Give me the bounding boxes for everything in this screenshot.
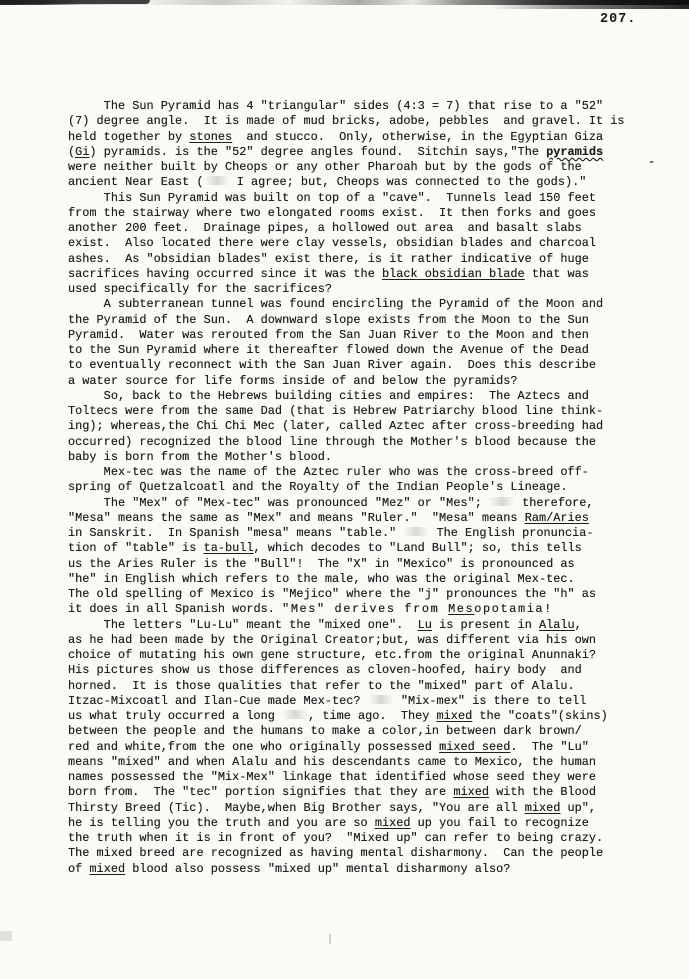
- paragraph: [68, 389, 648, 465]
- text-line: choice of mutating his own gene structure, etc.from the original Anunnaki?: [68, 648, 597, 662]
- text-line: The Sun Pyramid has 4 "triangular" sides (4:3 = 7) that rise to a "52": [68, 99, 604, 113]
- text-line: us the Aries Ruler is the "Bull"! The "X" in "Mexico" is pronounced as: [68, 556, 575, 571]
- text-line: horned. It is those qualities that refer to the "mixed" part of Alalu.: [68, 678, 575, 693]
- text-line: The letters "Lu-Lu" meant the "mixed one". Lu is present in Alalu,: [68, 617, 582, 632]
- underlined-text: pyramids: [546, 144, 604, 159]
- text-line: Toltecs were from the same Dad (that is Hebrew Patriarchy blood line think-: [68, 404, 604, 418]
- underlined-text: mixed: [453, 785, 490, 800]
- text-line: the truth when it is in front of you? "Mixed up" can refer to being crazy.: [68, 831, 604, 845]
- text-line: another 200 feet. Drainage pipes, a hollowed out area and basalt slabs: [68, 221, 582, 235]
- text-line: occurred) recognized the blood line through the Mother's blood because the: [68, 434, 597, 449]
- text-line: baby is born from the Mother's blood.: [68, 449, 333, 464]
- underlined-text: mixed: [524, 800, 561, 815]
- text-line: The mixed breed are recognized as having mental disharmony. Can the people: [68, 846, 604, 861]
- paragraph: [68, 465, 648, 496]
- text-line: of mixed blood also possess "mixed up" mental disharmony also?: [68, 861, 511, 876]
- text-line: the Pyramid of the Sun. A downward slope exists from the Moon to the Sun: [68, 312, 589, 327]
- whiteout-smudge: [368, 695, 394, 704]
- underlined-text: ta-bull: [203, 541, 254, 556]
- text-line: a water source for life forms inside of and below the pyramids?: [68, 373, 518, 388]
- text-line: Thirsty Breed (Tic). Maybe,when Big Brother says, "You are all mixed up",: [68, 800, 597, 815]
- document-text: [68, 99, 648, 877]
- text-line: names possessed the "Mix-Mex" linkage that identified whose seed they were: [68, 770, 597, 784]
- underlined-text: black obsidian blade: [381, 266, 525, 281]
- text-line: Pyramid. Water was rerouted from the San Juan River to the Moon and then: [68, 327, 589, 342]
- text-line: used specifically for the sacrifices?: [68, 282, 333, 296]
- paragraph: [68, 191, 648, 298]
- text-line: it does in all Spanish words. "Mes" derives from Mesopotamia!: [68, 602, 553, 617]
- text-line: Itzac-Mixcoatl and Ilan-Cue made Mex-tec? "Mix-mex" is there to tell: [68, 693, 587, 708]
- text-line: The "Mex" of "Mex-tec" was pronounced "Mez" or "Mes"; therefore,: [68, 495, 594, 510]
- text-line: (7) degree angle. It is made of mud bricks, adobe, pebbles and gravel. It is: [68, 114, 625, 129]
- underlined-text: Mes: [448, 602, 475, 617]
- text-line: in Sanskrit. In Spanish "mesa" means "table." The English pronuncia-: [68, 526, 594, 540]
- underlined-text: Gi: [75, 144, 90, 159]
- text-line: as he had been made by the Original Creator;but, was different via his own: [68, 632, 597, 647]
- text-line: Mex-tec was the name of the Aztec ruler who was the cross-breed off-: [68, 465, 589, 479]
- underlined-text: mixed: [436, 709, 473, 723]
- scan-artifact-bottom-left: [0, 931, 12, 941]
- text-line: "Mesa" means the same as "Mex" and means "Ruler." "Mesa" means Ram/Aries: [68, 510, 589, 525]
- text-line: to eventually reconnect with the San Juan River again. Does this describe: [68, 358, 597, 373]
- text-line: This Sun Pyramid was built on top of a "cave". Tunnels lead 150 feet: [68, 190, 597, 205]
- spaced-text: "Mes" derives from Mesopotamia!: [282, 602, 553, 617]
- text-line: were neither built by Cheops or any other Pharoah but by the gods of the: [68, 160, 582, 174]
- whiteout-smudge: [282, 710, 308, 719]
- text-line: The old spelling of Mexico is "Mejico" where the "j" pronounces the "h" as: [68, 587, 597, 601]
- text-line: from the stairway where two elongated rooms exist. It then forks and goes: [68, 205, 597, 220]
- whiteout-smudge: [204, 176, 230, 185]
- text-line: he is telling you the truth and you are so mixed up you fail to recognize: [68, 815, 589, 830]
- text-line: ing); whereas,the Chi Chi Mec (later, called Aztec after cross-breeding had: [68, 419, 604, 434]
- text-line: to the Sun Pyramid where it thereafter flowed down the Avenue of the Dead: [68, 343, 589, 357]
- text-line: His pictures show us those differences as cloven-hoofed, hairy body and: [68, 663, 582, 678]
- text-line: "he" in English which refers to the male, who was the original Mex-tec.: [68, 571, 575, 586]
- pen-mark: -: [647, 154, 657, 170]
- text-line: means "mixed" and when Alalu and his descendants came to Mexico, the human: [68, 754, 597, 769]
- paragraph: [68, 496, 648, 618]
- top-scan-edge-right: [489, 0, 689, 9]
- text-line: tion of "table" is ta-bull, which decodes to "Land Bull"; so, this tells: [68, 541, 582, 556]
- text-line: born from. The "tec" portion signifies that they are mixed with the Blood: [68, 785, 597, 800]
- text-line: A subterranean tunnel was found encircling the Pyramid of the Moon and: [68, 297, 604, 312]
- underlined-text: Ram/Aries: [524, 510, 589, 525]
- underlined-text: stones: [189, 129, 233, 144]
- text-line: sacrifices having occurred since it was the black obsidian blade that was: [68, 266, 589, 281]
- underlined-text: Alalu: [538, 617, 575, 632]
- text-line: ancient Near East ( I agree; but, Cheops was connected to the gods).": [68, 175, 587, 190]
- whiteout-smudge: [403, 527, 429, 536]
- text-line: us what truly occurred a long , time ago. They mixed the "coats"(skins): [68, 709, 608, 723]
- paragraph: [68, 297, 648, 389]
- text-line: So, back to the Hebrews building cities and empires: The Aztecs and: [68, 388, 589, 403]
- underlined-text: Lu: [417, 617, 432, 632]
- text-line: exist. Also located there were clay vessels, obsidian blades and charcoal: [68, 236, 597, 251]
- text-line: held together by stones and stucco. Only, otherwise, in the Egyptian Giza: [68, 129, 604, 144]
- text-line: (Gi) pyramids. is the "52" degree angles found. Sitchin says,"The pyramids: [68, 144, 604, 159]
- underlined-text: mixed seed: [439, 739, 511, 754]
- top-scan-edge-left: [0, 0, 150, 4]
- scan-artifact-bottom-center: [329, 934, 331, 944]
- underlined-text: mixed: [89, 861, 126, 876]
- text-line: red and white,from the one who originally possessed mixed seed. The "Lu": [68, 739, 589, 754]
- page-number: 207.: [600, 12, 637, 27]
- text-line: ashes. As "obsidian blades" exist there, is it rather indicative of huge: [68, 251, 589, 266]
- text-line: spring of Quetzalcoatl and the Royalty of the Indian People's Lineage.: [68, 480, 568, 495]
- paragraph: [68, 618, 648, 877]
- paragraph: [68, 99, 648, 191]
- text-line: between the people and the humans to make a color,in between dark brown/: [68, 724, 582, 739]
- underlined-text: mixed: [374, 815, 411, 830]
- whiteout-smudge: [489, 497, 515, 506]
